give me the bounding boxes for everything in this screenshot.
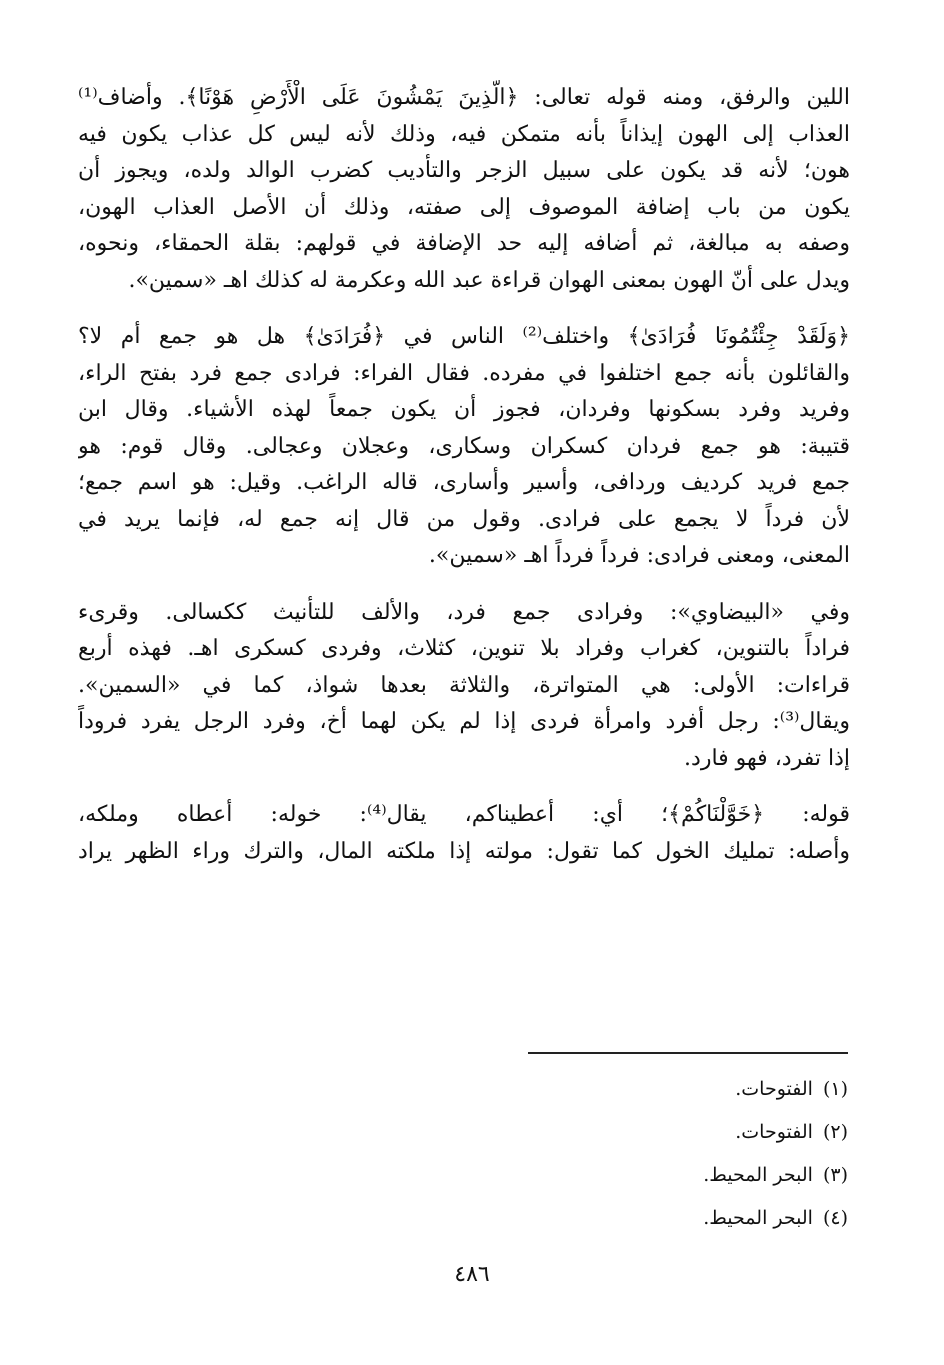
paragraph-2 <box>78 319 850 575</box>
footnotes <box>448 1068 848 1240</box>
text-line: ويقال⁽³⁾: رجل أفرد وامرأة فردى إذا لم يكن لهما أخ، وفرد الرجل يفرد فروداً <box>78 709 850 734</box>
text-line: وصفه به مبالغة، ثم أضافه إليه حد الإضافة في قولهم: بقلة الحمقاء، ونحوه، <box>78 231 850 256</box>
footnote-item <box>448 1068 848 1111</box>
footnote-text: البحر المحيط. <box>703 1207 813 1229</box>
text-line: المعنى، ومعنى فرادى: فرداً فرداً اهـ «سمين». <box>428 543 850 568</box>
footnote-item <box>448 1154 848 1197</box>
text-line: يكون من باب إضافة الموصوف إلى صفته، وذلك أن الأصل العذاب الهون، <box>78 194 850 220</box>
footnote-item <box>448 1111 848 1154</box>
footnote-number: (١) <box>822 1078 848 1100</box>
footnote-text: البحر المحيط. <box>703 1164 813 1186</box>
text-line: اللين والرفق، ومنه قوله تعالى: ﴿الَّذِينَ يَمْشُونَ عَلَى الْأَرْضِ هَوْنًا﴾. وأضاف⁽¹⁾ <box>78 85 850 110</box>
paragraph-3 <box>78 595 850 778</box>
text-line: ﴿وَلَقَدْ جِئْتُمُونَا فُرَادَىٰ﴾ واختلف⁽²⁾ الناس في ﴿فُرَادَىٰ﴾ هل هو جمع أم لا؟ <box>78 324 850 349</box>
footnote-number: (٤) <box>822 1207 848 1229</box>
text-line: وفي «البيضاوي»: وفرادى جمع فرد، والألف للتأنيث ككسالى. وقرىء <box>78 599 850 625</box>
footnote-number: (٣) <box>822 1164 848 1186</box>
paragraph-4 <box>78 797 850 870</box>
text-line: فراداً بالتنوين، كغراب وفراد بلا تنوين، كثلاث، وفردى كسكرى اهـ. فهذه أربع <box>78 636 850 661</box>
footnote-item <box>448 1197 848 1240</box>
footnote-text: الفتوحات. <box>735 1078 813 1100</box>
footnote-text: الفتوحات. <box>735 1121 813 1143</box>
text-line: قراءات: الأولى: هي المتواترة، والثلاثة بعدها شواذ، كما في «السمين». <box>78 672 850 698</box>
text-line: العذاب إلى الهون إيذاناً بأنه متمكن فيه، وذلك لأنه ليس كل عذاب يكون فيه <box>78 121 850 147</box>
text-line: والقائلون بأنه جمع اختلفوا في مفرده. فقال الفراء: فرادى جمع فرد بفتح الراء، <box>78 360 850 386</box>
page-number: ٤٨٦ <box>454 1262 490 1287</box>
text-line: قتيبة: هو جمع فردان كسكران وسكارى، وعجلان وعجالى. وقال قوم: هو <box>78 433 850 459</box>
text-line: قوله: ﴿خَوَّلْنَاكُمْ﴾؛ أي: أعطيناكم، يقال⁽⁴⁾: خوله: أعطاه وملكه، <box>78 802 850 827</box>
text-line: وفريد وفرد بسكونها وفردان، فجوز أن يكون جمعاً لهذه الأشياء. وقال ابن <box>78 397 850 422</box>
text-line: لأن فرداً لا يجمع على فرادى. وقول من قال إنه جمع له، فإنما يريد في <box>78 506 850 532</box>
main-text <box>78 80 850 870</box>
paragraph-1 <box>78 80 850 299</box>
text-line: جمع فريد كرديف وردافى، وأسير وأسارى، قاله الراغب. وقيل: هو اسم جمع؛ <box>78 470 850 495</box>
text-line: إذا تفرد، فهو فارد. <box>684 745 850 771</box>
text-line: ويدل على أنّ الهون بمعنى الهوان قراءة عبد الله وعكرمة له كذلك اهـ «سمين». <box>128 267 850 293</box>
text-line: وأصله: تمليك الخول كما تقول: مولته إذا ملكته المال، والترك وراء الظهر يراد <box>78 838 850 864</box>
footnote-separator <box>528 1052 848 1054</box>
text-line: هون؛ لأنه قد يكون على سبيل الزجر والتأديب كضرب الوالد ولده، ويجوز أن <box>78 158 850 183</box>
footnote-number: (٢) <box>822 1121 848 1143</box>
